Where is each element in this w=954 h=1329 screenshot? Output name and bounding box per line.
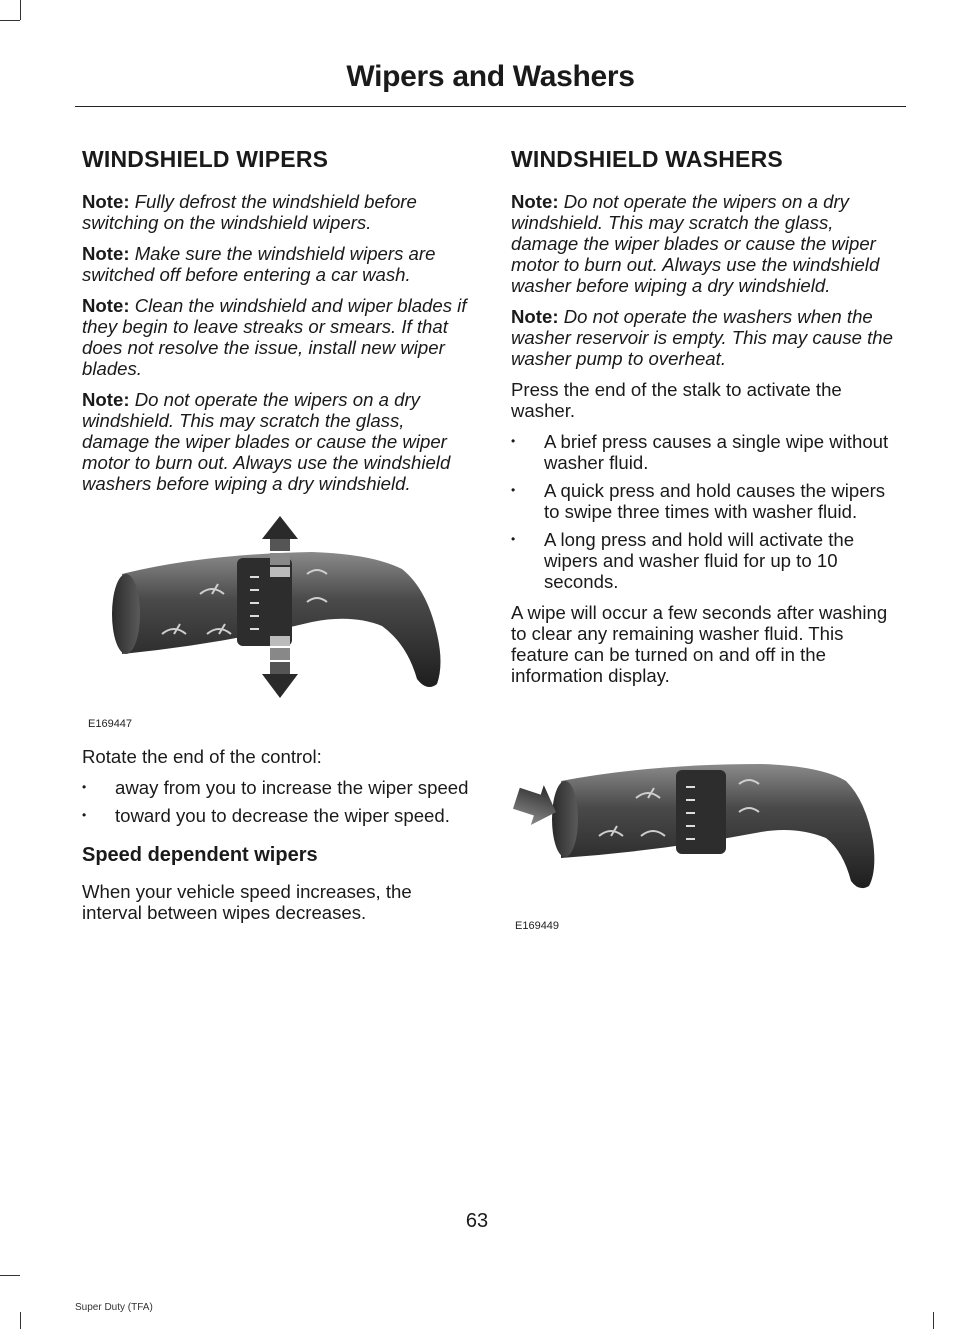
bullet-glyph: • xyxy=(511,434,516,448)
list-item xyxy=(511,431,903,473)
list-item-text: A long press and hold will activate the wipers and washer fluid for up to 10 seconds. xyxy=(544,529,855,592)
list-item xyxy=(82,777,472,798)
note-label: Note: xyxy=(511,306,559,327)
washer-closing: A wipe will occur a few seconds after washing to clear any remaining washer fluid. This feature can be turned on and off in the information display. xyxy=(511,602,888,686)
bullet-glyph: • xyxy=(82,808,87,822)
list-item xyxy=(511,529,903,592)
stalk-end-cap xyxy=(552,781,578,857)
crop-mark xyxy=(933,1312,934,1329)
note-text: Do not operate the washers when the washer reservoir is empty. This may cause the washer pump to overheat. xyxy=(511,306,893,369)
crop-mark xyxy=(20,1312,21,1329)
left-column xyxy=(82,146,472,933)
rotary-band xyxy=(676,770,726,854)
note-text: Make sure the windshield wipers are switched off before entering a car wash. xyxy=(82,243,436,285)
note-label: Note: xyxy=(82,191,130,212)
wiper-stalk-illustration xyxy=(82,514,472,714)
note-text: Fully defrost the windshield before switching on the windshield wipers. xyxy=(82,191,417,233)
note xyxy=(82,243,472,285)
note-label: Note: xyxy=(82,295,130,316)
crop-mark xyxy=(0,20,20,21)
note-text: Do not operate the wipers on a dry windshield. This may scratch the glass, damage the wiper blades or cause the wiper motor to burn out. Always use the windshield washers before wiping a dry windshield. xyxy=(82,389,451,494)
right-column xyxy=(511,146,903,932)
note-label: Note: xyxy=(82,389,130,410)
list-item-text: A brief press causes a single wipe without washer fluid. xyxy=(544,431,889,473)
bullet-glyph: • xyxy=(82,780,87,794)
rotate-bullets xyxy=(82,777,472,826)
list-item-text: toward you to decrease the wiper speed. xyxy=(115,805,450,826)
stalk-end-cap xyxy=(112,574,140,654)
washer-stalk-illustration xyxy=(511,746,903,916)
bullet-glyph: • xyxy=(511,532,516,546)
wiper-stalk-press-illustration xyxy=(511,746,903,916)
crop-mark xyxy=(0,1275,20,1276)
wiper-stalk-rotate-illustration xyxy=(82,514,472,714)
note xyxy=(82,295,472,379)
note xyxy=(511,191,903,296)
bullet-glyph: • xyxy=(511,483,516,497)
note xyxy=(82,389,472,494)
title-divider xyxy=(75,106,906,107)
washer-intro: Press the end of the stalk to activate the washer. xyxy=(511,379,842,421)
note xyxy=(82,191,472,233)
page-number: 63 xyxy=(465,1210,489,1232)
page-title: Wipers and Washers xyxy=(346,60,635,93)
list-item xyxy=(511,480,903,522)
list-item-text: A quick press and hold causes the wipers to swipe three times with washer fluid. xyxy=(544,480,886,522)
note-text: Clean the windshield and wiper blades if they begin to leave streaks or smears. If that does not resolve the issue, install new wiper blades. xyxy=(82,295,467,379)
crop-mark xyxy=(20,0,21,20)
section-heading-washers: WINDSHIELD WASHERS xyxy=(511,146,783,172)
note-label: Note: xyxy=(82,243,130,264)
note-text: Do not operate the wipers on a dry windshield. This may scratch the glass, damage the wiper blades or cause the wiper motor to burn out. Always use the windshield washer before wiping a dry windshield. xyxy=(511,191,880,296)
note-label: Note: xyxy=(511,191,559,212)
note xyxy=(511,306,903,369)
figure-code: E169447 xyxy=(88,718,133,730)
footer-model: Super Duty (TFA) xyxy=(75,1302,153,1313)
rotate-intro: Rotate the end of the control: xyxy=(82,746,322,767)
list-item xyxy=(82,805,472,826)
speed-dependent-text: When your vehicle speed increases, the interval between wipes decreases. xyxy=(82,881,412,923)
figure-code: E169449 xyxy=(515,920,560,932)
washer-bullets xyxy=(511,431,903,592)
list-item-text: away from you to increase the wiper speed xyxy=(115,777,469,798)
section-heading-wipers: WINDSHIELD WIPERS xyxy=(82,146,329,172)
subheading-speed-dependent: Speed dependent wipers xyxy=(82,844,318,866)
